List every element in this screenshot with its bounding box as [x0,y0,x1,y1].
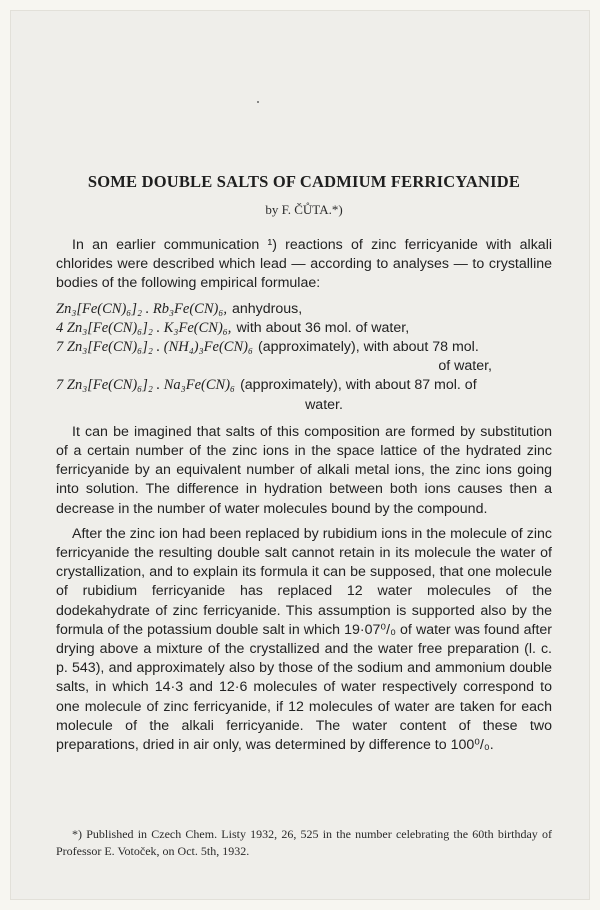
speck [257,101,259,103]
formula-description: (approximately), with about 78 mol. [257,339,479,356]
formula: 4 Zn₃[Fe(CN)₆]₂ . K₃Fe(CN)₆, [56,319,232,336]
byline: by F. ČŮTA.*) [265,202,343,217]
formula-row [56,376,552,414]
formula-description: (approximately), with about 87 mol. of [240,377,477,394]
formula-description-continued: of water, [438,358,492,375]
article [56,172,552,761]
article-title: SOME DOUBLE SALTS OF CADMIUM FERRICYANIDE [87,172,521,191]
formula-row [56,319,552,338]
footnote: *) Published in Czech Chem. Listy 1932, 26, 525 in the number celebrating the 60th birthday of Professor E. Votoček, on Oct. 5th, 1932. [56,827,552,858]
formula-list [56,300,552,415]
formula-description: with about 36 mol. of water, [236,319,410,336]
paragraph: It can be imagined that salts of this composition are formed by substitution of a certain number of the zinc ions in the space lattice of the hydrated zinc ferricyanide by an equivalent number of alkali metal ions, the zinc ions going into solution. The difference in hydration between both ions causes then a decrease in the number of water molecules bound by the compound. [56,423,552,517]
intro-paragraph: In an earlier communication ¹) reactions of zinc ferricyanide with alkali chlorides were described which lead — according to analyses — to crystalline bodies of the following empirical formulae: [56,237,552,292]
formula-description-continued: water. [305,396,343,413]
formula-row [56,338,552,376]
formula: 7 Zn₃[Fe(CN)₆]₂ . (NH₄)₃Fe(CN)₆ [56,339,253,356]
formula-row [56,300,552,319]
formula-description: anhydrous, [232,300,303,317]
paragraph: After the zinc ion had been replaced by rubidium ions in the molecule of zinc ferricyanide the resulting double salt cannot retain in its molecule the water of crystallization, and to explain its formula it can be supposed, that one molecule of rubidium ferricyanide has replaced 12 water molecules of the dodekahydrate of zinc ferricyanide. This assumption is supported also by the formula of the potassium double salt in which 19·07⁰/₀ of water was found after drying above a mixture of the crystallized and the water free preparation (l. c. p. 543), and approximately also by those of the sodium and ammonium double salts, in which 14·3 and 12·6 molecules of water respectively correspond to one molecule of zinc ferricyanide, if 12 molecules of water are taken for each molecule of the alkali ferricyanide. The water content of these two preparations, dried in air only, was determined by difference to 100⁰/₀. [56,525,552,754]
formula: Zn₃[Fe(CN)₆]₂ . Rb₃Fe(CN)₆, [56,300,227,317]
formula: 7 Zn₃[Fe(CN)₆]₂ . Na₃Fe(CN)₆ [56,377,236,394]
